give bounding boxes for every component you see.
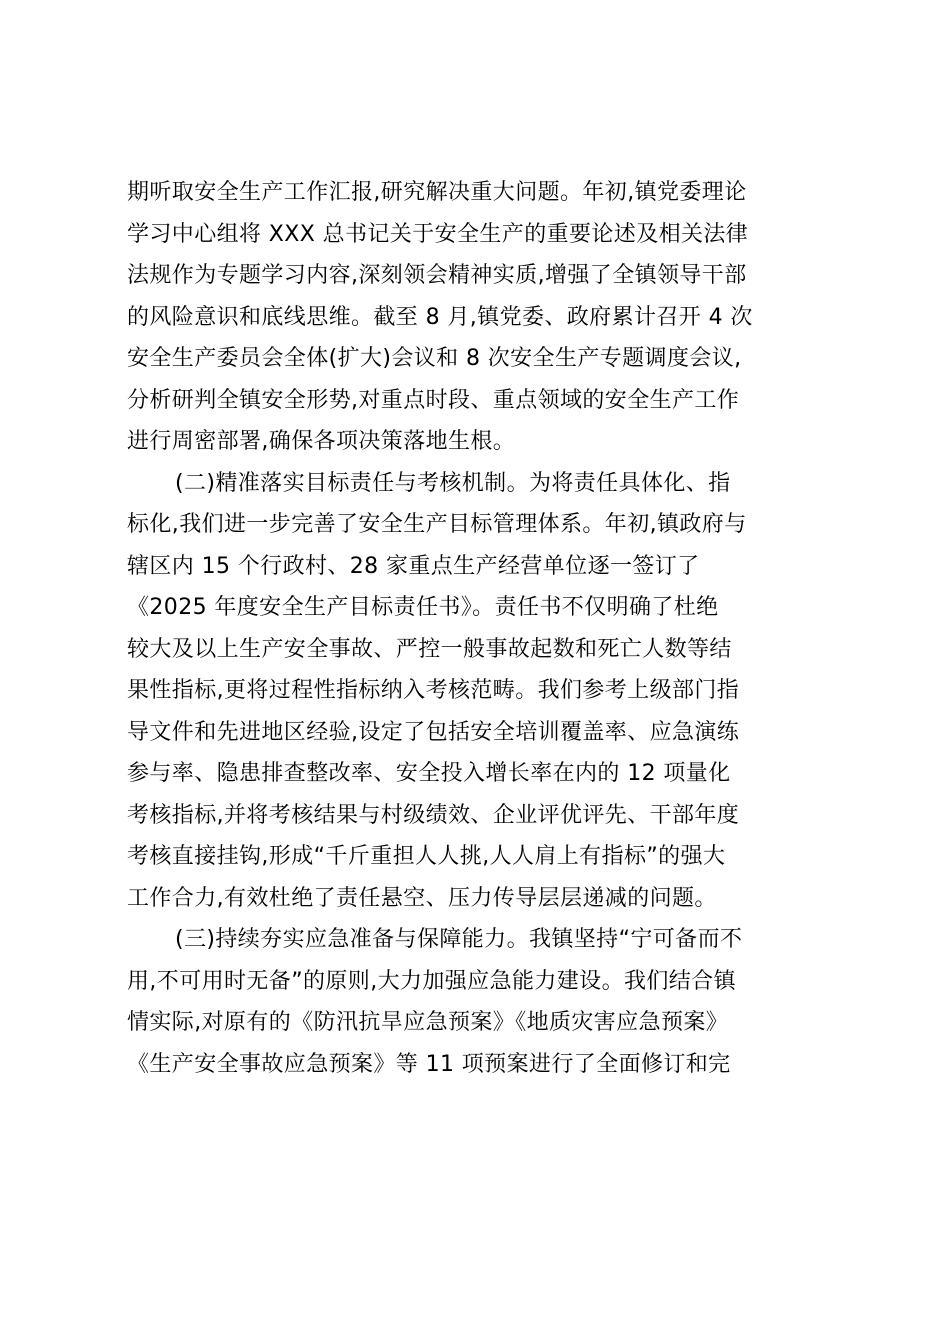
text-line: 较大及以上生产安全事故、严控一般事故起数和死亡人数等结 bbox=[127, 636, 732, 662]
text-line: 学习中心组将 XXX 总书记关于安全生产的重要论述及相关法律 bbox=[127, 221, 749, 247]
text-line: 安全生产委员会全体(扩大)会议和 8 次安全生产专题调度会议, bbox=[127, 346, 742, 371]
text-line: 考核指标,并将考核结果与村级绩效、企业评优评先、干部年度 bbox=[127, 802, 740, 828]
text-line: 标化,我们进一步完善了安全生产目标管理体系。年初,镇政府与 bbox=[127, 512, 747, 537]
text-line: 果性指标,更将过程性指标纳入考核范畴。我们参考上级部门指 bbox=[127, 678, 740, 703]
text-line: 《生产安全事故应急预案》等 11 项预案进行了全面修订和完 bbox=[127, 1051, 731, 1077]
text-line: 用,不可用时无备”的原则,大力加强应急能力建设。我们结合镇 bbox=[127, 968, 736, 994]
section-heading-line: (二)精准落实目标责任与考核机制。为将责任具体化、指 bbox=[175, 470, 731, 496]
text-line: 分析研判全镇安全形势,对重点时段、重点领域的安全生产工作 bbox=[127, 387, 740, 413]
text-line: 的风险意识和底线思维。截至 8 月,镇党委、政府累计召开 4 次 bbox=[127, 304, 753, 330]
text-line: 工作合力,有效杜绝了责任悬空、压力传导层层递减的问题。 bbox=[127, 885, 717, 911]
text-line: 导文件和先进地区经验,设定了包括安全培训覆盖率、应急演练 bbox=[127, 719, 740, 745]
text-line: 期听取安全生产工作汇报,研究解决重大问题。年初,镇党委理论 bbox=[127, 180, 747, 205]
text-line: 辖区内 15 个行政村、28 家重点生产经营单位逐一签订了 bbox=[127, 553, 700, 579]
text-line: 考核直接挂钩,形成“千斤重担人人挑,人人肩上有指标”的强大 bbox=[127, 844, 726, 869]
text-line: 法规作为专题学习内容,深刻领会精神实质,增强了全镇领导干部 bbox=[127, 263, 747, 288]
text-line: 参与率、隐患排查整改率、安全投入增长率在内的 12 项量化 bbox=[127, 761, 731, 786]
section-heading-line: (三)持续夯实应急准备与保障能力。我镇坚持“宁可备而不 bbox=[175, 927, 743, 952]
body-text bbox=[127, 172, 842, 1085]
text-line: 《2025 年度安全生产目标责任书》。责任书不仅明确了杜绝 bbox=[127, 595, 719, 620]
text-line: 情实际,对原有的《防汛抗旱应急预案》《地质灾害应急预案》 bbox=[127, 1010, 729, 1035]
text-line: 进行周密部署,确保各项决策落地生根。 bbox=[127, 429, 516, 454]
